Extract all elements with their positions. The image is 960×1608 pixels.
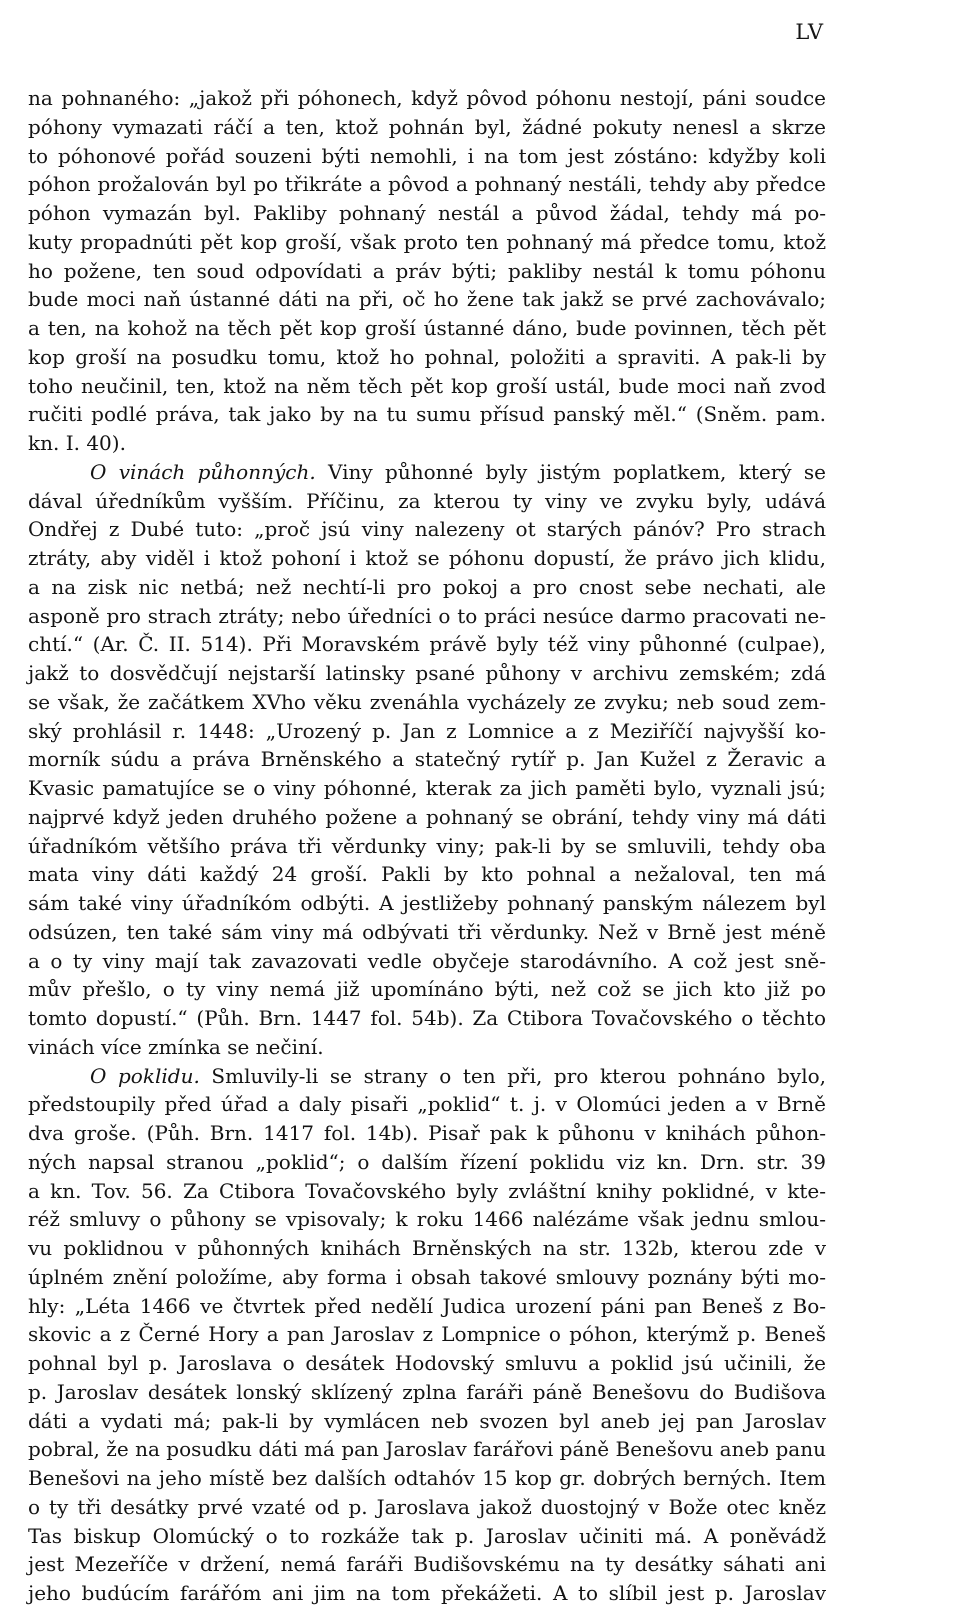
- text-line: [28, 372, 826, 401]
- line-text: chtí.“ (Ar. Č. II. 514). Při Moravském právě byly též viny půhonné (culpae),: [28, 632, 826, 657]
- line-text: Kvasic pamatujíce se o viny póhonné, kterak za jich paměti bylo, vyznali jsú;: [28, 776, 826, 800]
- text-line: [28, 1263, 826, 1292]
- line-text: dával úředníkům vyšším. Příčinu, za kterou ty viny ve zvyku byly, udává: [28, 488, 826, 513]
- text-line: [28, 458, 826, 487]
- text-line: [28, 947, 826, 976]
- line-text: mata viny dáti každý 24 groší. Pakli by kto pohnal a nežaloval, ten má: [28, 862, 826, 887]
- line-text: Smluvily-li se strany o ten při, pro kterou pohnáno bylo,: [199, 1063, 826, 1088]
- text-line: [28, 1033, 826, 1062]
- text-line: [28, 1119, 826, 1148]
- line-text: odsúzen, ten také sám viny má odbývati tři věrdunky. Než v Brně jest méně: [28, 919, 826, 944]
- line-text: póhon prožalován byl po třikráte a pôvod a pohnaný nestáli, tehdy aby předce: [28, 172, 826, 197]
- text-line: [28, 544, 826, 573]
- text-line: [28, 573, 826, 602]
- text-line: [28, 487, 826, 516]
- text-line: [28, 1177, 826, 1206]
- line-text: kuty propadnúti pět kop groší, však proto ten pohnaný má předce tomu, ktož: [28, 229, 826, 254]
- text-line: [28, 343, 826, 372]
- text-line: [28, 84, 826, 113]
- line-text: mův přešlo, o ty viny nemá již upomínáno býti, než což se jich kto již po: [28, 977, 826, 1002]
- line-text: kn. I. 40).: [28, 431, 126, 455]
- body-text: [28, 84, 826, 1608]
- text-line: [28, 1407, 826, 1436]
- line-text: jakž to dosvědčují nejstarší latinsky psané půhony v archivu zemském; zdá: [28, 661, 826, 685]
- section-heading: O poklidu.: [90, 1063, 200, 1088]
- line-text: ných napsal stranou „poklid“; o dalším řízení poklidu viz kn. Drn. str. 39: [28, 1149, 826, 1174]
- text-line: [28, 1522, 826, 1551]
- text-line: [28, 803, 826, 832]
- text-line: [28, 1464, 826, 1493]
- page-number: LV: [795, 20, 824, 44]
- text-line: [28, 602, 826, 631]
- text-line: [28, 1579, 826, 1608]
- line-text: Tas biskup Olomúcký o to rozkáže tak p. Jaroslav učiniti má. A poněvádž: [28, 1523, 826, 1548]
- line-text: sám také viny úřadníkóm odbýti. A jestližeby pohnaný panským nálezem byl: [28, 891, 826, 915]
- line-text: toho neučinil, ten, ktož na něm těch pět kop groší ustál, bude moci naň zvod: [28, 373, 826, 398]
- line-text: pohnal byl p. Jaroslava o desátek Hodovský smluvu a poklid jsú učinili, že: [28, 1351, 826, 1375]
- line-text: p. Jaroslav desátek lonský sklízený zplna faráři páně Benešovu do Budišova: [28, 1379, 826, 1404]
- line-text: bude moci naň ústanné dáti na při, oč ho žene tak jakž se prvé zachovávalo;: [28, 287, 826, 312]
- text-line: [28, 630, 826, 659]
- text-line: [28, 1090, 826, 1119]
- line-text: morník súdu a práva Brněnského a statečný rytíř p. Jan Kužel z Žeravic a: [28, 747, 826, 772]
- line-text: a ten, na kohož na těch pět kop groší ústanné dáno, bude povinnen, těch pět: [28, 316, 826, 340]
- line-text: dáti a vydati má; pak-li by vymlácen neb svozen byl aneb jej pan Jaroslav: [28, 1408, 826, 1433]
- text-line: [28, 1148, 826, 1177]
- text-line: [28, 170, 826, 199]
- text-line: [28, 1378, 826, 1407]
- line-text: Ondřej z Dubé tuto: „proč jsú viny nalezeny ot starých pánóv? Pro strach: [28, 517, 826, 542]
- text-line: [28, 659, 826, 688]
- line-text: a na zisk nic netbá; než nechtí-li pro pokoj a pro cnost sebe nechati, ale: [28, 574, 826, 599]
- line-text: na pohnaného: „jakož při póhonech, když pôvod póhonu nestojí, páni soudce: [28, 86, 826, 110]
- line-text: kop groší na posudku tomu, ktož ho pohnal, položiti a spraviti. A pak-li by: [28, 344, 826, 369]
- line-text: předstoupily před úřad a daly pisaři „poklid“ t. j. v Olomúci jeden a v Brně: [28, 1092, 826, 1117]
- line-text: Viny půhonné byly jistým poplatkem, který se: [315, 459, 826, 484]
- text-line: [28, 717, 826, 746]
- line-text: ztráty, aby viděl i ktož pohoní i ktož se póhonu dopustí, že právo jich klidu,: [28, 546, 826, 570]
- line-text: jeho budúcím farářóm ani jim na tom překážeti. A to slíbil jest p. Jaroslav: [28, 1581, 826, 1605]
- text-line: [28, 1349, 826, 1378]
- text-line: [28, 1234, 826, 1263]
- text-line: [28, 113, 826, 142]
- line-text: ho požene, ten soud odpovídati a práv býti; pakliby nestál k tomu póhonu: [28, 258, 826, 283]
- text-line: [28, 918, 826, 947]
- text-line: [28, 1550, 826, 1579]
- line-text: a kn. Tov. 56. Za Ctibora Tovačovského byly zvláštní knihy poklidné, v kte-: [28, 1178, 826, 1203]
- text-line: [28, 832, 826, 861]
- line-text: o ty tři desátky prvé vzaté od p. Jaroslava jakož duostojný v Bože otec kněz: [28, 1494, 826, 1519]
- text-line: [28, 774, 826, 803]
- text-line: [28, 1435, 826, 1464]
- line-text: ručiti podlé práva, tak jako by na tu sumu přísud panský měl.“ (Sněm. pam.: [28, 402, 826, 427]
- text-line: [28, 1062, 826, 1091]
- line-text: tomto dopustí.“ (Půh. Brn. 1447 fol. 54b). Za Ctibora Tovačovského o těchto: [28, 1006, 826, 1030]
- line-text: póhon vymazán byl. Pakliby pohnaný nestál a původ žádal, tehdy má po-: [28, 201, 826, 225]
- text-line: [28, 1320, 826, 1349]
- line-text: asponě pro strach ztráty; nebo úředníci o to práci nesúce darmo pracovati ne-: [28, 603, 826, 628]
- line-text: dva groše. (Půh. Brn. 1417 fol. 14b). Pisař pak k půhonu v knihách půhon-: [28, 1121, 826, 1145]
- text-line: [28, 228, 826, 257]
- line-text: to póhonové pořád souzeni býti nemohli, i na tom jest zóstáno: kdyžby koli: [28, 143, 826, 168]
- line-text: úřadníkóm většího práva tři věrdunky viny; pak-li by se smluvili, tehdy oba: [28, 833, 826, 858]
- line-text: pobral, že na posudku dáti má pan Jaroslav farářovi páně Benešovu aneb panu: [28, 1437, 826, 1462]
- text-line: [28, 1205, 826, 1234]
- text-line: [28, 515, 826, 544]
- text-line: [28, 142, 826, 171]
- line-text: réž smluvy o půhony se vpisovaly; k roku 1466 nalézáme však jednu smlou-: [28, 1207, 826, 1232]
- line-text: se však, že začátkem XVho věku zvenáhla vycházely ze zvyku; neb soud zem-: [28, 689, 826, 714]
- line-text: hly: „Léta 1466 ve čtvrtek před nedělí Judica urození páni pan Beneš z Bo-: [28, 1293, 826, 1318]
- text-line: [28, 400, 826, 429]
- section-heading: O vinách půhonných.: [90, 459, 316, 484]
- line-text: úplném znění položíme, aby forma i obsah takové smlouvy poznány býti mo-: [28, 1264, 826, 1289]
- text-line: [28, 314, 826, 343]
- text-line: [28, 1493, 826, 1522]
- text-line: [28, 199, 826, 228]
- text-line: [28, 1004, 826, 1033]
- text-line: [28, 889, 826, 918]
- text-line: [28, 745, 826, 774]
- line-text: ský prohlásil r. 1448: „Urozený p. Jan z Lomnice a z Meziříčí najvyšší ko-: [28, 718, 826, 743]
- line-text: vu poklidnou v půhonných knihách Brněnských na str. 132b, kterou zde v: [28, 1236, 826, 1260]
- text-line: [28, 285, 826, 314]
- line-text: skovic a z Černé Hory a pan Jaroslav z Lompnice o póhon, kterýmž p. Beneš: [28, 1322, 826, 1347]
- text-line: [28, 257, 826, 286]
- line-text: jest Mezeříče v držení, nemá faráři Budišovskému na ty desátky sáhati ani: [28, 1552, 826, 1577]
- line-text: vinách více zmínka se nečiní.: [28, 1034, 324, 1059]
- line-text: a o ty viny mají tak zavazovati vedle obyčeje starodávního. A což jest sně-: [28, 948, 826, 973]
- text-line: [28, 429, 826, 458]
- text-line: [28, 860, 826, 889]
- line-text: póhony vymazati ráčí a ten, ktož pohnán byl, žádné pokuty nenesl a skrze: [28, 114, 826, 139]
- text-line: [28, 975, 826, 1004]
- line-text: najprvé když jeden druhého požene a pohnaný se obrání, tehdy viny má dáti: [28, 804, 826, 829]
- text-line: [28, 688, 826, 717]
- text-line: [28, 1292, 826, 1321]
- line-text: Benešovi na jeho místě bez dalších odtahóv 15 kop gr. dobrých berných. Item: [28, 1466, 826, 1490]
